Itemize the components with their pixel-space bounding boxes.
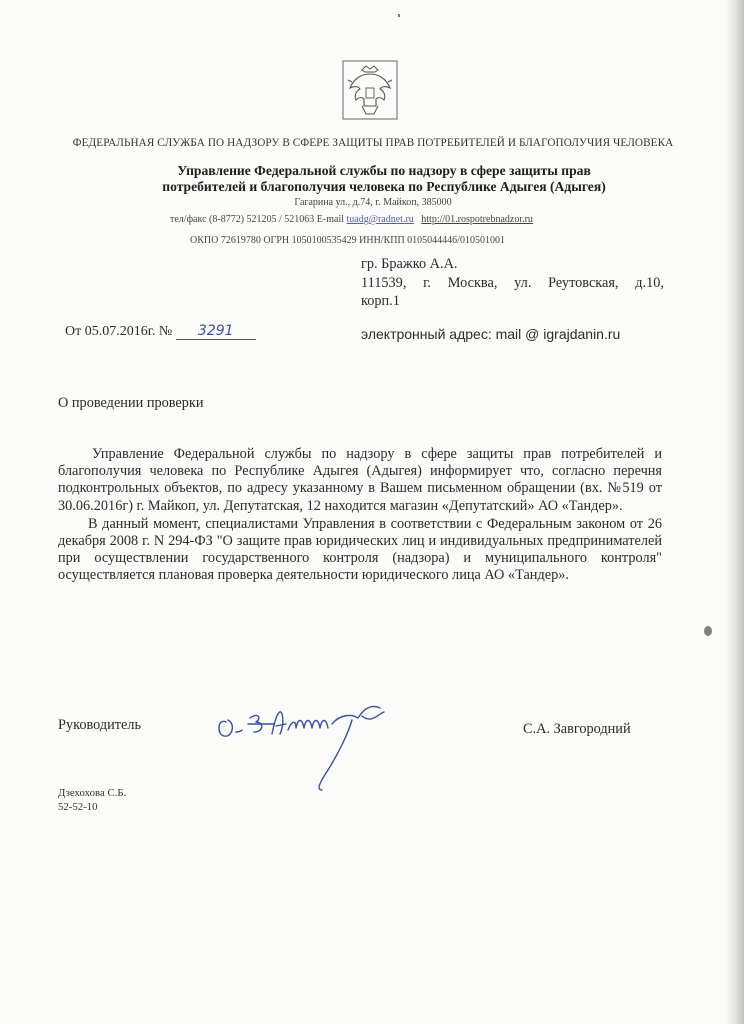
paper-speck <box>398 14 400 17</box>
body-paragraph-2: В данный момент, специалистами Управления в соответствии с Федеральным законом от 26 декабря 2008 г. N 294-ФЗ "О защите прав юридических лиц и индивидуальных предпринимателей при осуществлении государственного контроля (надзора) и муниципального контроля" осуществляется плановая проверка деятельности юридического лица АО «Тандер». <box>58 515 662 584</box>
ink-smudge <box>704 626 712 636</box>
handwritten-registration-number: 3291 <box>176 324 256 340</box>
letter-body <box>58 446 662 585</box>
website-link[interactable]: http://01.rospotrebnadzor.ru <box>421 214 533 225</box>
recipient-address-line2: корп.1 <box>361 293 400 309</box>
executor-phone: 52-52-10 <box>58 800 98 813</box>
contact-line <box>170 214 533 225</box>
signatory-title: Руководитель <box>58 717 142 733</box>
signatory-name: С.А. Завгородний <box>523 721 631 737</box>
registration-codes: ОКПО 72619780 ОГРН 1050100535429 ИНН/КПП 0105044446/010501001 <box>190 235 505 246</box>
recipient-block <box>361 255 664 311</box>
executor-name: Дзехохова С.Б. <box>58 787 127 799</box>
recipient-address-line1: 111539, г. Москва, ул. Реутовская, д.10, <box>361 274 664 291</box>
agency-name: ФЕДЕРАЛЬНАЯ СЛУЖБА ПО НАДЗОРУ В СФЕРЕ ЗАЩИТЫ ПРАВ ПОТРЕБИТЕЛЕЙ И БЛАГОПОЛУЧИЯ ЧЕЛОВЕКА <box>72 137 674 149</box>
email-link[interactable]: tuadg@radnet.ru <box>346 214 414 225</box>
letter-subject: О проведении проверки <box>58 395 204 411</box>
outgoing-date-number <box>65 324 256 340</box>
scan-shadow-edge <box>726 0 744 1024</box>
department-name-line1: Управление Федеральной службы по надзору в сфере защиты прав <box>177 163 591 178</box>
outgoing-date: От 05.07.2016г. № <box>65 324 173 339</box>
department-address: Гагарина ул., д.74, г. Майкоп, 385000 <box>294 197 452 208</box>
handwritten-signature <box>212 694 412 804</box>
recipient-name: гр. Бражко А.А. <box>361 256 458 272</box>
department-name <box>104 163 664 195</box>
executor-block <box>58 787 126 814</box>
phone-fax: тел/факс (8-8772) 521205 / 521063 E-mail <box>170 214 345 225</box>
department-name-line2: потребителей и благополучия человека по Республике Адыгея (Адыгея) <box>162 179 606 194</box>
recipient-email: электронный адрес: mail @ igrajdanin.ru <box>361 326 621 342</box>
body-paragraph-1: Управление Федеральной службы по надзору в сфере защиты прав потребителей и благополучия человека по Республике Адыгея (Адыгея) информирует что, согласно перечня подконтрольных объектов, по адресу указанному в Вашем письменном обращении (вх. №519 от 30.06.2016г) г. Майкоп, ул. Депутатская, 12 находится магазин «Депутатский» АО «Тандер». <box>58 446 662 514</box>
coat-of-arms-emblem <box>340 58 400 122</box>
